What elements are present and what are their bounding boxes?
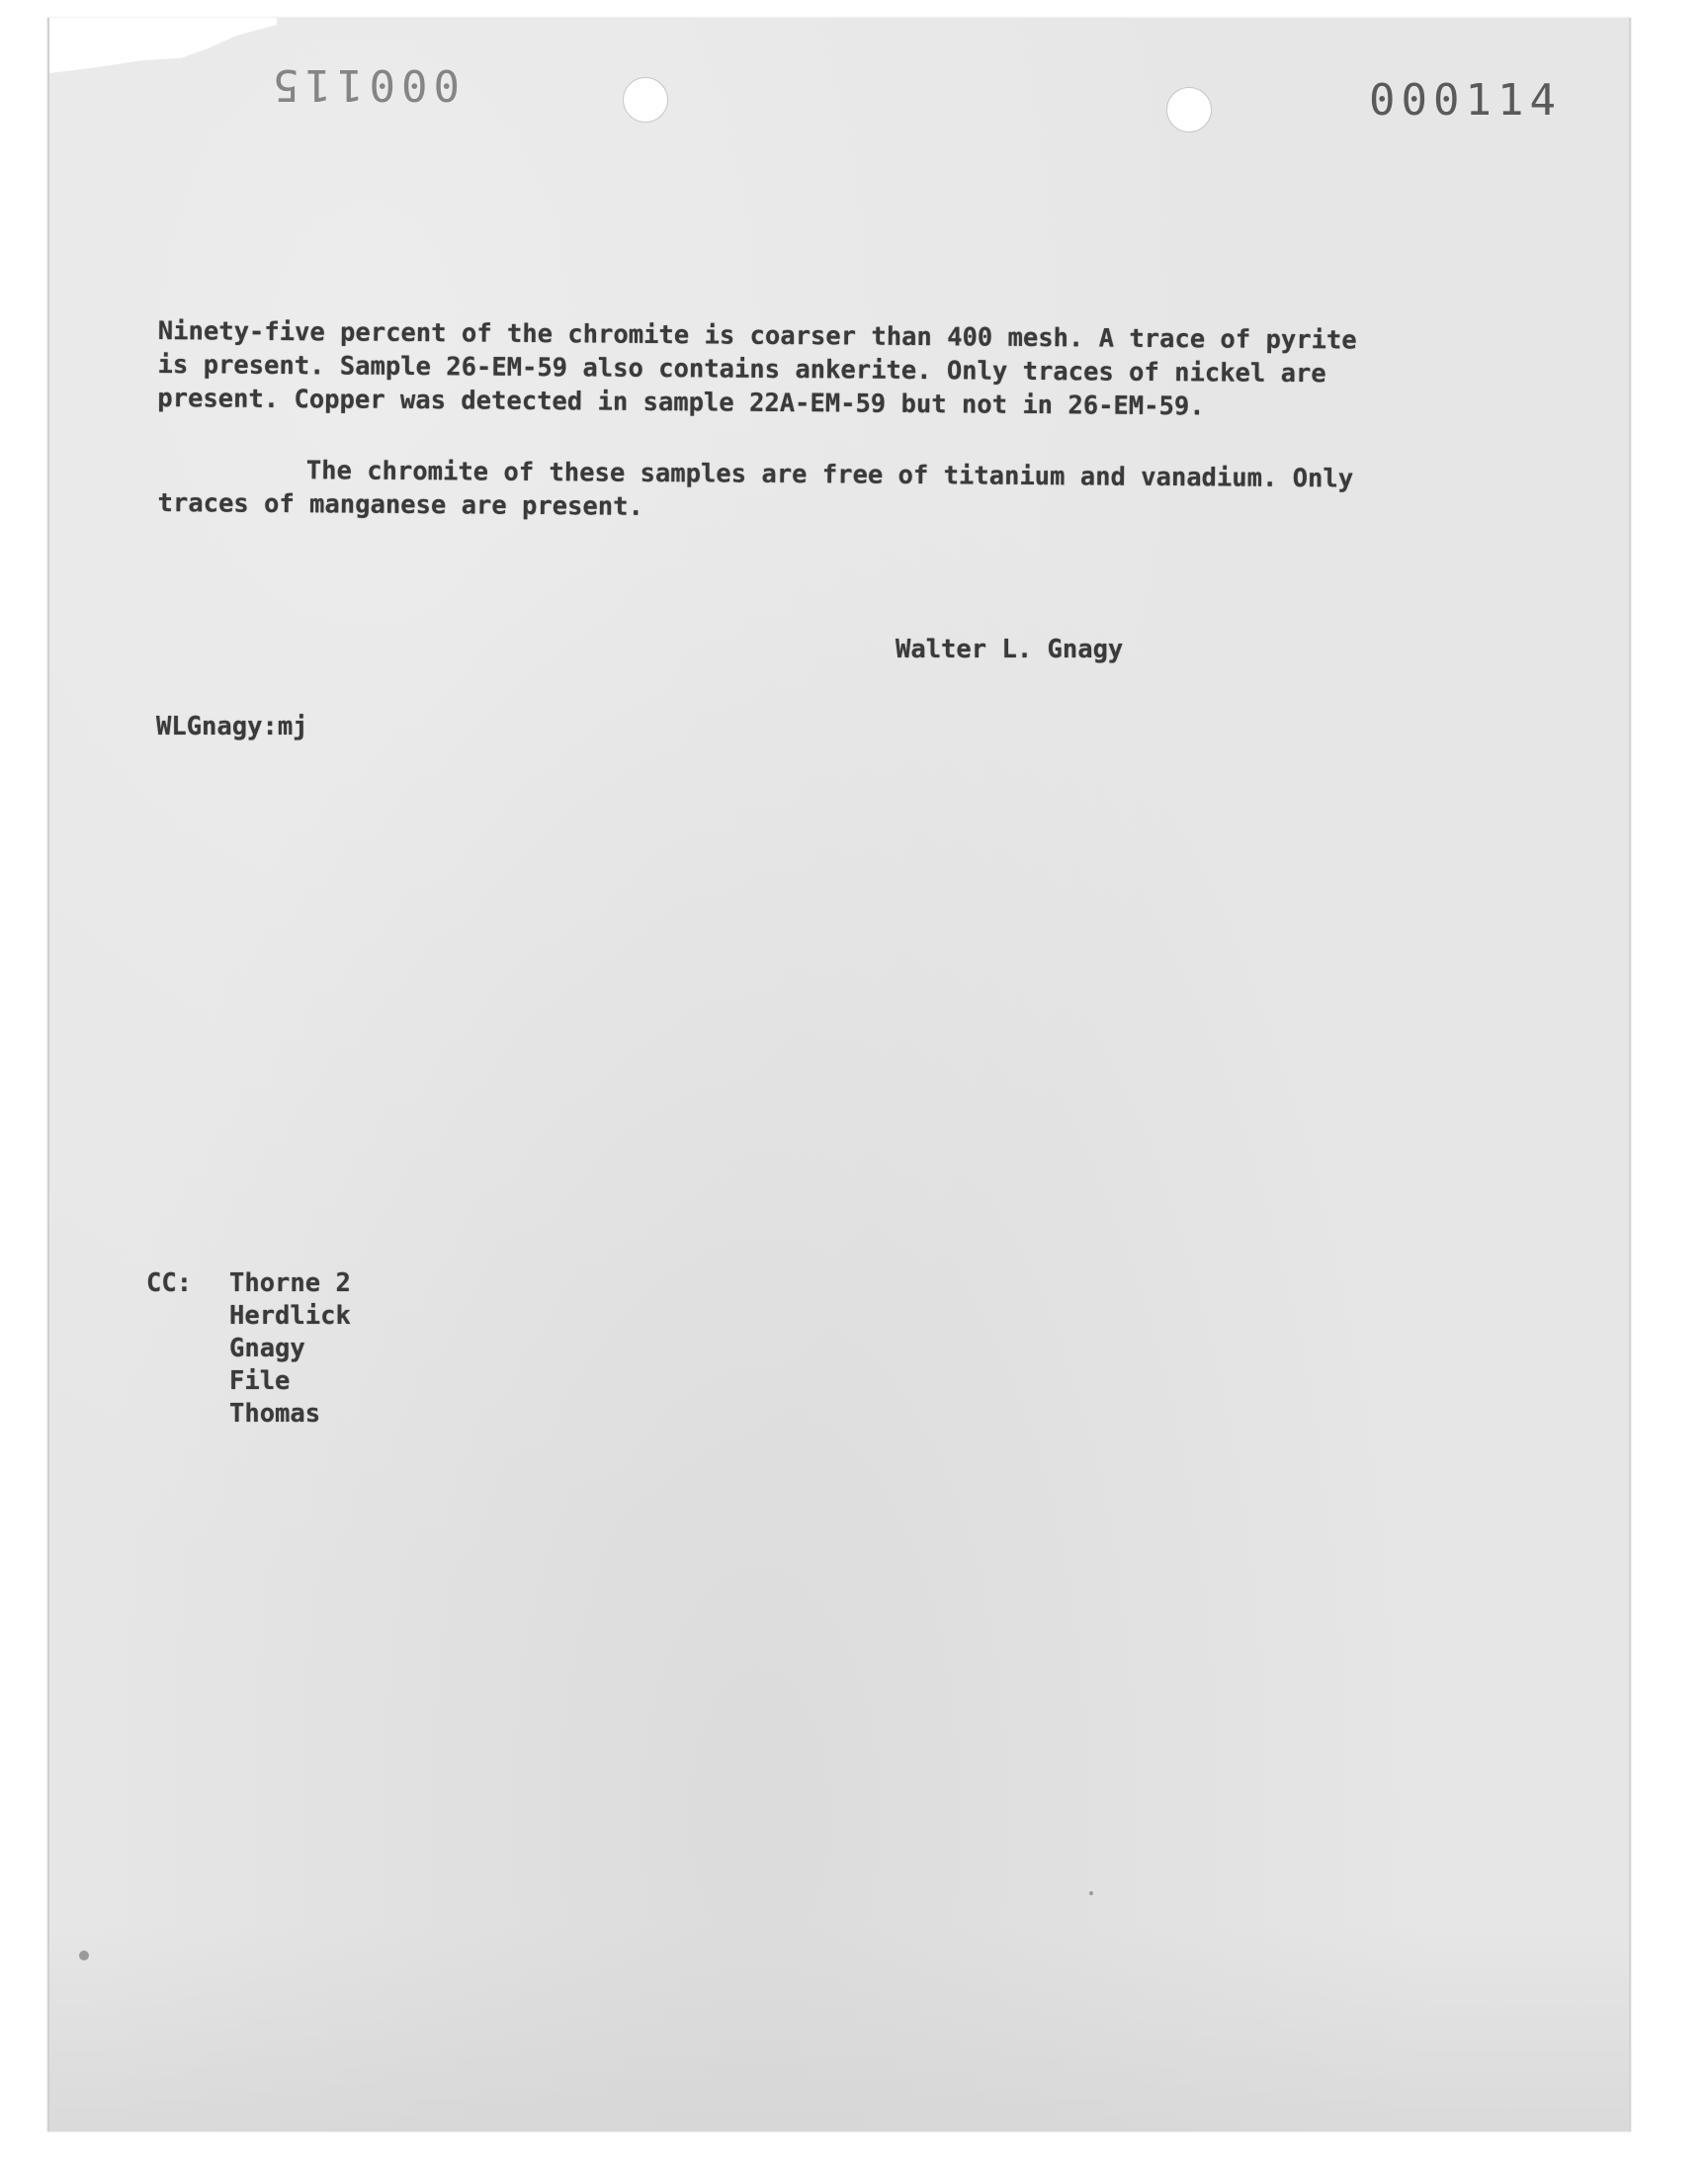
punch-hole-left	[623, 77, 668, 123]
paragraph-1	[157, 314, 1357, 425]
scan-speck	[1089, 1891, 1093, 1895]
cc-recipient: Thorne 2	[229, 1268, 351, 1298]
signature-name: Walter L. Gnagy	[896, 635, 1124, 664]
cc-recipient: File	[229, 1366, 291, 1396]
paragraph-2-line: The chromite of these samples are free of titanium and vanadium. Only	[305, 456, 1354, 494]
paragraph-2-line: traces of manganese are present.	[157, 487, 643, 522]
paragraph-2	[157, 453, 1353, 529]
paragraph-1-line: Ninety-five percent of the chromite is coarser than 400 mesh. A trace of pyrite	[157, 315, 1357, 356]
page-number-stamp: 000114	[1369, 75, 1562, 126]
typist-initials: WLGnagy:mj	[156, 712, 308, 741]
cc-label: CC:	[146, 1268, 193, 1298]
cc-recipient-list	[229, 1267, 351, 1431]
cc-recipient: Gnagy	[229, 1334, 305, 1363]
scan-speck	[79, 1951, 89, 1960]
scan-shadow-band	[49, 1926, 1629, 2132]
page-number-stamp-mirrored: 000115	[267, 59, 460, 110]
cc-recipient: Herdlick	[229, 1301, 351, 1331]
torn-corner	[49, 18, 277, 87]
punch-hole-right	[1166, 87, 1212, 132]
paragraph-1-line: present. Copper was detected in sample 22A-EM-59 but not in 26-EM-59.	[157, 383, 1205, 422]
paragraph-1-line: is present. Sample 26-EM-59 also contains ankerite. Only traces of nickel are	[157, 349, 1326, 390]
cc-recipient: Thomas	[229, 1399, 321, 1429]
